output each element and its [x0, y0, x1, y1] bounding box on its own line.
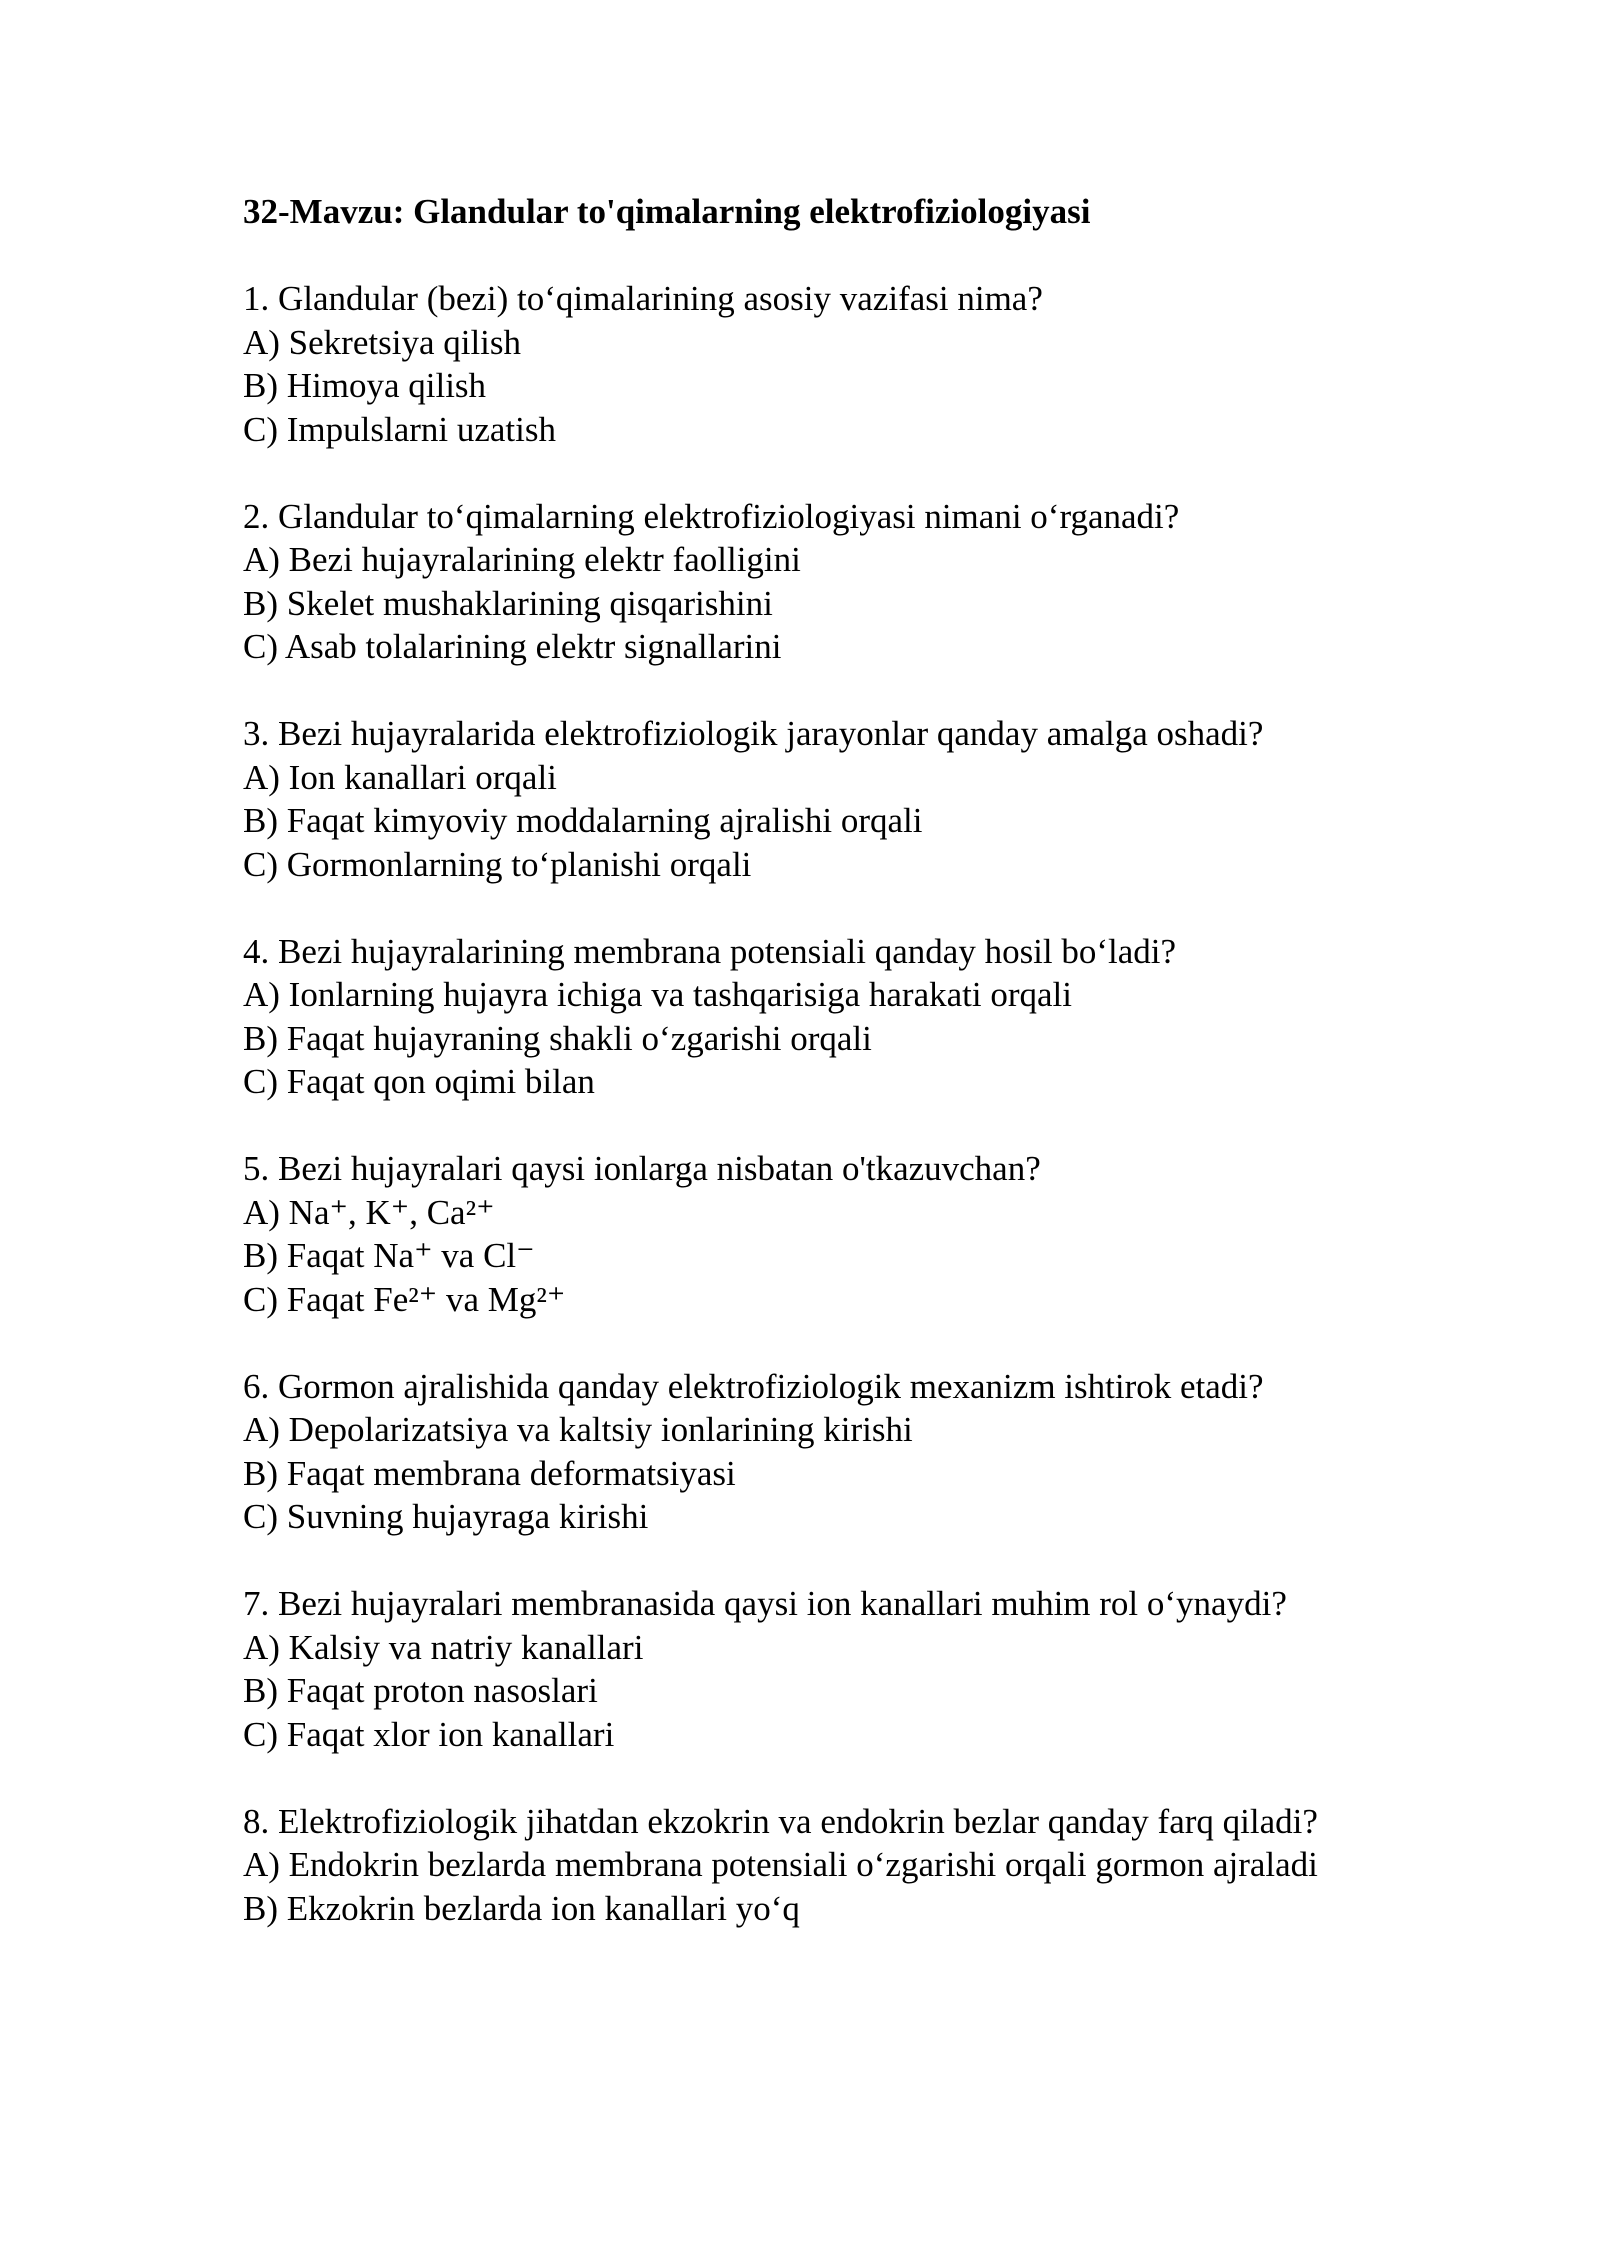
question-text: 1. Glandular (bezi) to‘qimalarining asosiy vazifasi nima? [243, 279, 1043, 318]
option-a: A) Depolarizatsiya va kaltsiy ionlarining kirishi [243, 1410, 913, 1449]
question-text: 5. Bezi hujayralari qaysi ionlarga nisbatan o'tkazuvchan? [243, 1149, 1041, 1188]
option-a: A) Sekretsiya qilish [243, 322, 522, 362]
question-6 [243, 1365, 1361, 1539]
option-a: A) Ion kanallari orqali [243, 757, 557, 797]
option-b: B) Himoya qilish [243, 366, 487, 405]
option-c: C) Faqat qon oqimi bilan [243, 1062, 595, 1101]
option-c: C) Faqat Fe²⁺ va Mg²⁺ [243, 1279, 566, 1319]
option-a: A) Ionlarning hujayra ichiga va tashqarisiga harakati orqali [243, 975, 1072, 1014]
option-b: B) Faqat proton nasoslari [243, 1671, 598, 1710]
question-text: 6. Gormon ajralishida qanday elektrofiziologik mexanizm ishtirok etadi? [243, 1366, 1264, 1406]
question-5 [243, 1147, 1361, 1321]
question-text: 2. Glandular to‘qimalarning elektrofiziologiyasi nimani o‘rganadi? [243, 496, 1180, 536]
question-4 [243, 930, 1361, 1104]
option-b: B) Faqat Na⁺ va Cl⁻ [243, 1236, 535, 1275]
option-c: C) Gormonlarning to‘planishi orqali [243, 844, 752, 884]
question-1 [243, 277, 1361, 451]
document-page [243, 190, 1361, 1974]
option-b: B) Faqat membrana deformatsiyasi [243, 1453, 736, 1493]
question-3 [243, 712, 1361, 886]
option-b: B) Faqat hujayraning shakli o‘zgarishi orqali [243, 1018, 872, 1058]
option-a: A) Bezi hujayralarining elektr faolligini [243, 540, 801, 579]
option-c: C) Suvning hujayraga kirishi [243, 1497, 649, 1536]
option-b: B) Faqat kimyoviy moddalarning ajralishi orqali [243, 801, 923, 840]
option-a: A) Endokrin bezlarda membrana potensiali o‘zgarishi orqali gormon ajraladi [243, 1845, 1318, 1884]
option-a: A) Kalsiy va natriy kanallari [243, 1627, 644, 1667]
option-a: A) Na⁺, K⁺, Ca²⁺ [243, 1192, 495, 1232]
option-b: B) Skelet mushaklarining qisqarishini [243, 583, 773, 623]
option-b: B) Ekzokrin bezlarda ion kanallari yo‘q [243, 1888, 800, 1928]
question-text: 7. Bezi hujayralari membranasida qaysi ion kanallari muhim rol o‘ynaydi? [243, 1584, 1287, 1623]
question-text: 4. Bezi hujayralarining membrana potensiali qanday hosil bo‘ladi? [243, 931, 1177, 971]
option-c: C) Faqat xlor ion kanallari [243, 1714, 615, 1754]
question-text: 3. Bezi hujayralarida elektrofiziologik jarayonlar qanday amalga oshadi? [243, 714, 1264, 753]
question-text: 8. Elektrofiziologik jihatdan ekzokrin va endokrin bezlar qanday farq qiladi? [243, 1801, 1318, 1841]
question-7 [243, 1582, 1361, 1756]
question-2 [243, 495, 1361, 669]
option-c: C) Asab tolalarining elektr signallarini [243, 627, 782, 666]
question-8 [243, 1800, 1361, 1931]
option-c: C) Impulslarni uzatish [243, 409, 557, 449]
page-title: 32-Mavzu: Glandular to'qimalarning elektrofiziologiyasi [243, 192, 1091, 231]
